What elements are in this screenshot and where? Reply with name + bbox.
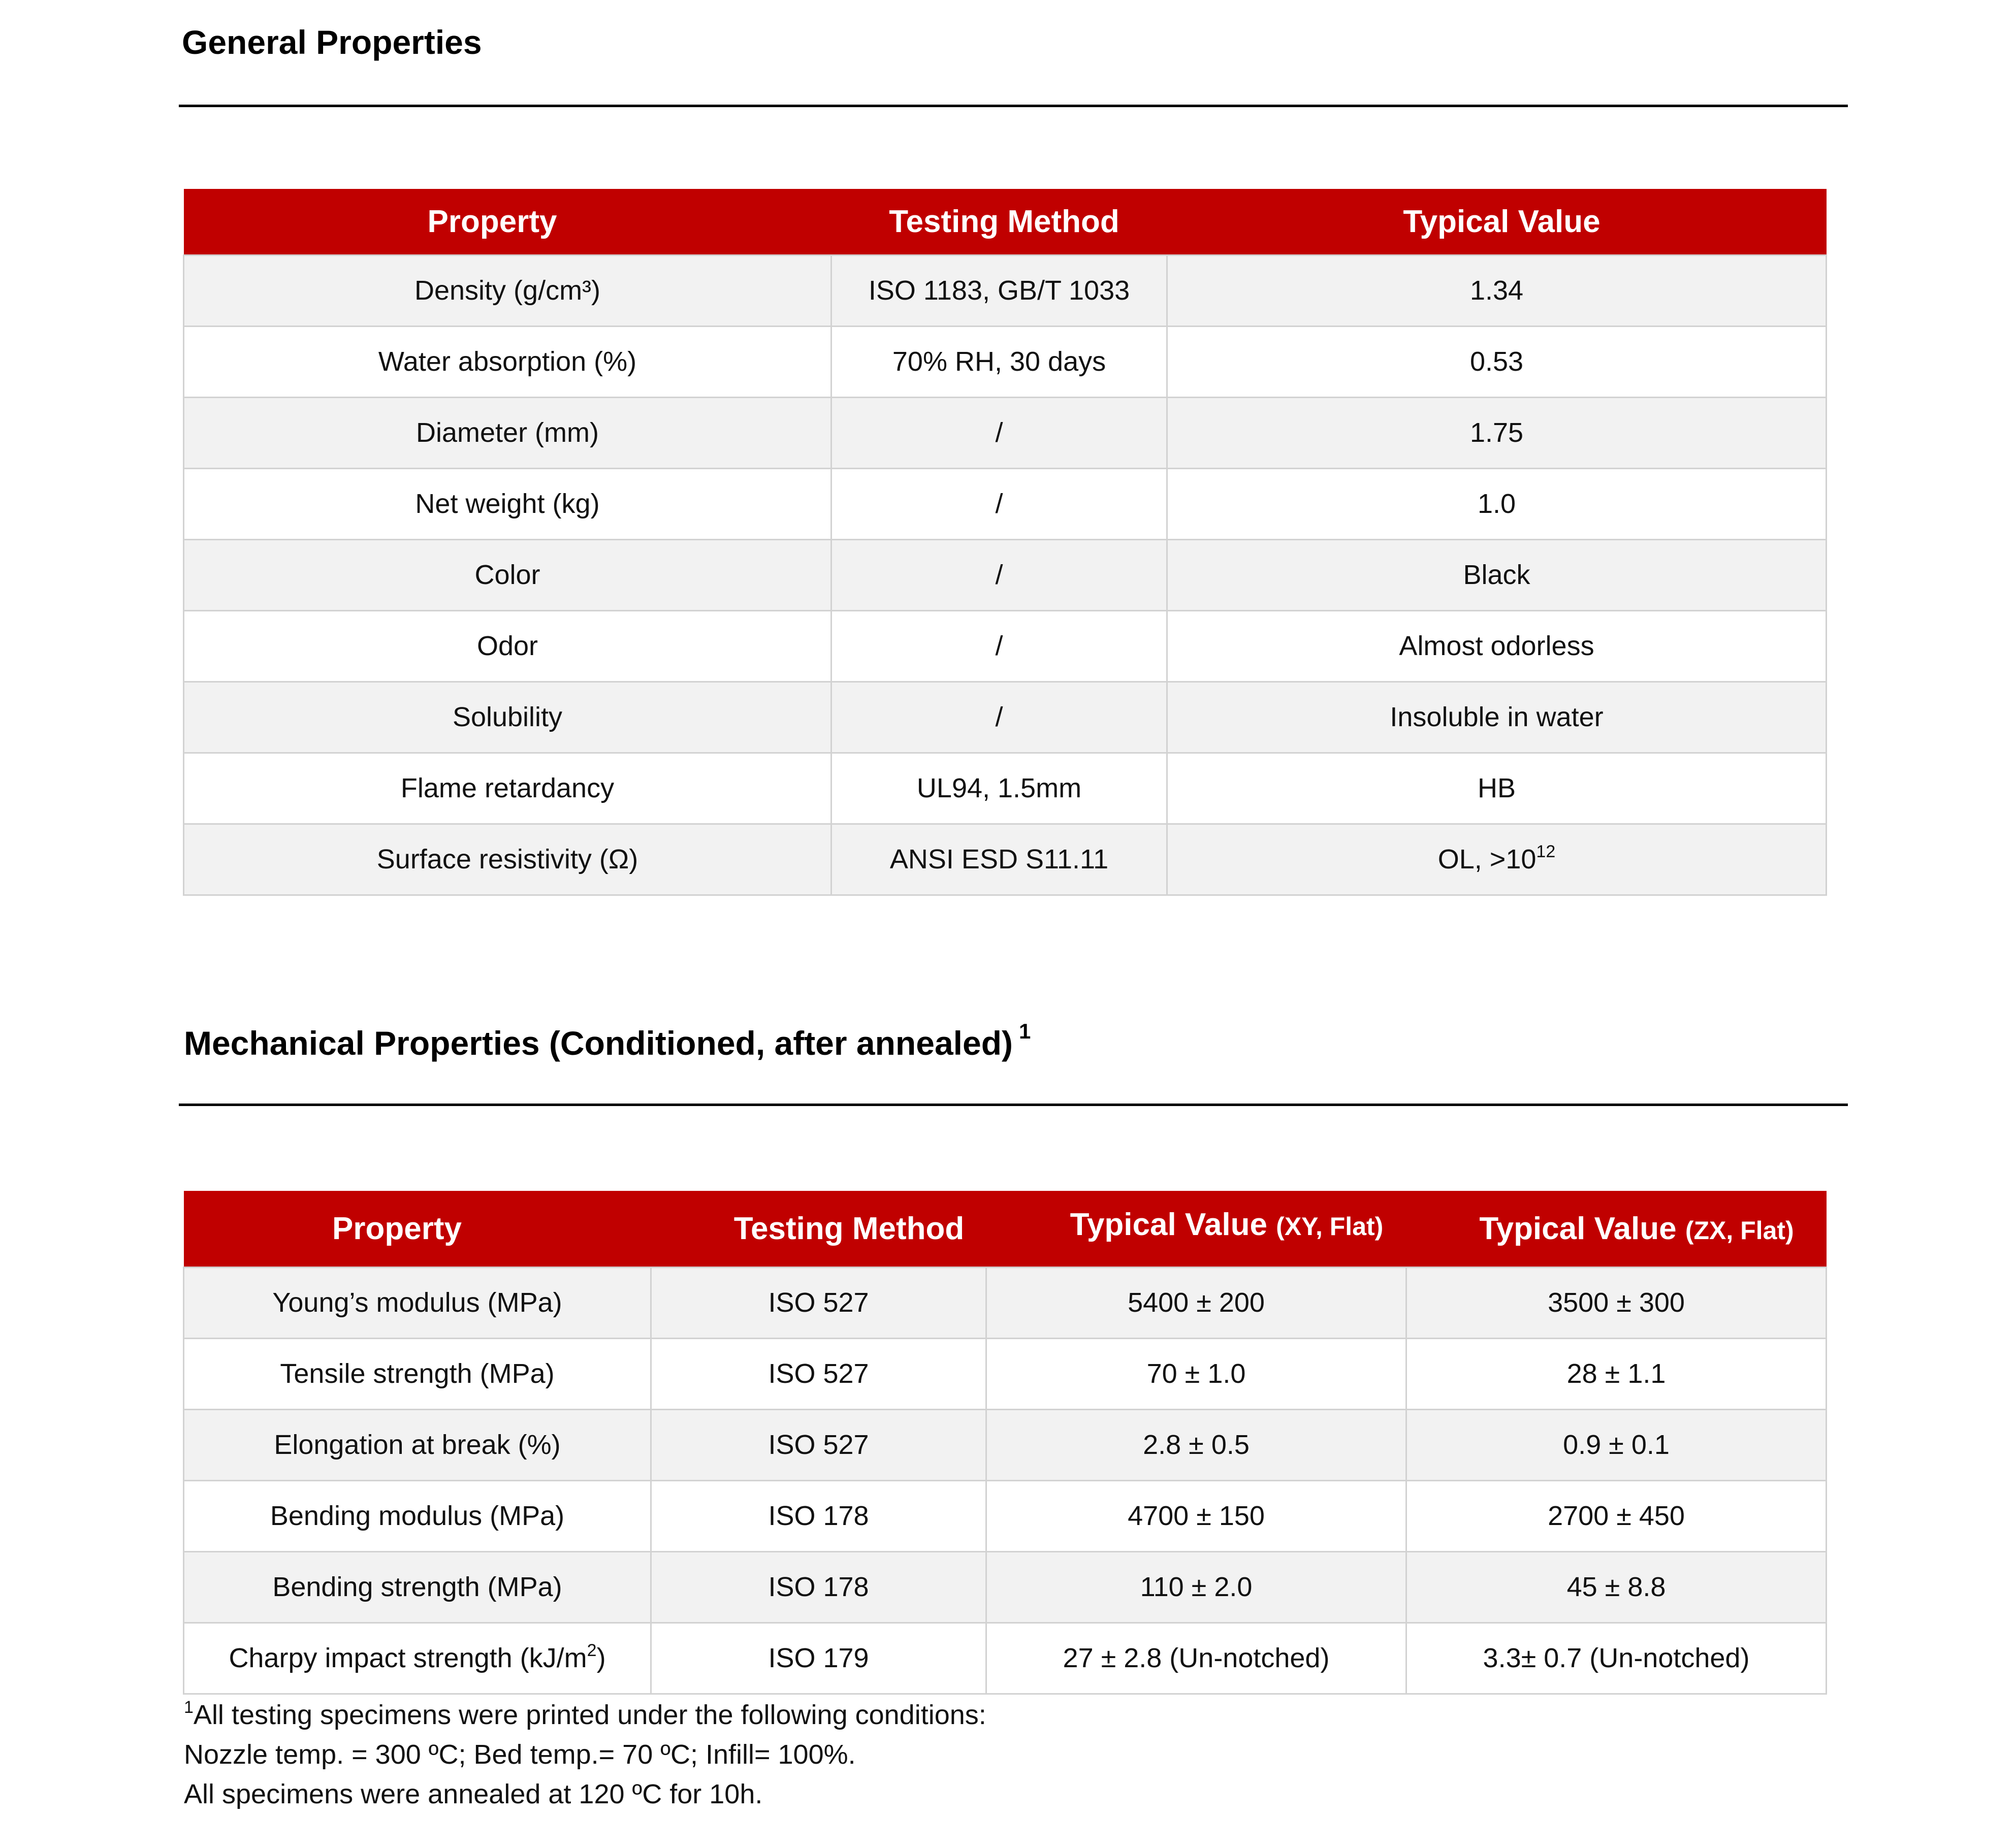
- cell-property: Flame retardancy: [184, 753, 831, 824]
- cell-method: ISO 527: [651, 1267, 986, 1338]
- cell-value-xy: 70 ± 1.0: [986, 1338, 1406, 1409]
- cell-property: Bending modulus (MPa): [184, 1480, 651, 1551]
- cell-property: Elongation at break (%): [184, 1409, 651, 1480]
- table-row: [184, 326, 1827, 397]
- general-header-row: [184, 189, 1827, 255]
- cell-method: ANSI ESD S11.11: [831, 824, 1167, 895]
- cell-value-xy: 5400 ± 200: [986, 1267, 1406, 1338]
- cell-method: /: [831, 610, 1167, 682]
- mechanical-title-footnote-marker: 1: [1019, 1019, 1031, 1043]
- cell-property: Odor: [184, 610, 831, 682]
- header-zx-main: Typical Value: [1479, 1211, 1677, 1246]
- cell-property-close: ): [596, 1643, 606, 1673]
- mechanical-properties-table: [183, 1191, 1827, 1695]
- table-row: [184, 1623, 1827, 1694]
- cell-value-xy: 2.8 ± 0.5: [986, 1409, 1406, 1480]
- cell-property: Density (g/cm³): [184, 255, 831, 326]
- header-testing-method: Testing Method: [651, 1191, 986, 1267]
- header-zx-sub: (ZX, Flat): [1685, 1216, 1794, 1245]
- header-typical-value: Typical Value: [1167, 189, 1827, 255]
- cell-value-zx: 2700 ± 450: [1406, 1480, 1827, 1551]
- cell-value: HB: [1167, 753, 1827, 824]
- cell-value: Black: [1167, 539, 1827, 610]
- mechanical-properties-title: [184, 1021, 1031, 1060]
- cell-method: ISO 179: [651, 1623, 986, 1694]
- table-row: [184, 255, 1827, 326]
- table-row: [184, 753, 1827, 824]
- cell-property: Net weight (kg): [184, 468, 831, 539]
- cell-value: 1.0: [1167, 468, 1827, 539]
- footnote-line-3: All specimens were annealed at 120 ºC for 10h.: [184, 1779, 763, 1809]
- mechanical-title-text: Mechanical Properties (Conditioned, after annealed): [184, 1024, 1013, 1062]
- table-row: [184, 610, 1827, 682]
- cell-property: Solubility: [184, 682, 831, 753]
- table-row: [184, 468, 1827, 539]
- general-properties-table: [183, 189, 1827, 896]
- cell-value-xy: 110 ± 2.0: [986, 1551, 1406, 1623]
- cell-method: /: [831, 682, 1167, 753]
- cell-property-text: Charpy impact strength (kJ/m: [229, 1643, 587, 1673]
- header-xy-sub: (XY, Flat): [1276, 1212, 1384, 1241]
- table-row: [184, 1480, 1827, 1551]
- cell-property: Young’s modulus (MPa): [184, 1267, 651, 1338]
- cell-method: /: [831, 397, 1167, 468]
- table-row: [184, 682, 1827, 753]
- cell-property: Diameter (mm): [184, 397, 831, 468]
- cell-method: /: [831, 539, 1167, 610]
- cell-value: 1.34: [1167, 255, 1827, 326]
- table-row: [184, 1267, 1827, 1338]
- cell-value-zx: 0.9 ± 0.1: [1406, 1409, 1827, 1480]
- cell-property: Bending strength (MPa): [184, 1551, 651, 1623]
- header-xy-main: Typical Value: [1070, 1207, 1267, 1242]
- cell-value-text: OL, >10: [1437, 844, 1537, 874]
- general-properties-title: General Properties: [182, 23, 482, 61]
- cell-value: 1.75: [1167, 397, 1827, 468]
- cell-value: [1167, 824, 1827, 895]
- cell-property: Tensile strength (MPa): [184, 1338, 651, 1409]
- footnote-line-2: Nozzle temp. = 300 ºC; Bed temp.= 70 ºC; Infill= 100%.: [184, 1739, 856, 1770]
- cell-method: ISO 178: [651, 1480, 986, 1551]
- cell-value-zx: 28 ± 1.1: [1406, 1338, 1827, 1409]
- cell-value-zx: 3500 ± 300: [1406, 1267, 1827, 1338]
- cell-method: ISO 527: [651, 1338, 986, 1409]
- cell-value-xy: 27 ± 2.8 (Un-notched): [986, 1623, 1406, 1694]
- header-testing-method: Testing Method: [831, 189, 1167, 255]
- footnote-marker: 1: [184, 1698, 194, 1717]
- cell-value-zx: 45 ± 8.8: [1406, 1551, 1827, 1623]
- cell-property: [184, 1623, 651, 1694]
- cell-value: 0.53: [1167, 326, 1827, 397]
- table-row: [184, 539, 1827, 610]
- cell-property-exponent: 2: [587, 1641, 597, 1660]
- general-title-rule: [179, 105, 1848, 107]
- cell-value-xy: 4700 ± 150: [986, 1480, 1406, 1551]
- table-row: [184, 1409, 1827, 1480]
- header-property: Property: [184, 189, 831, 255]
- cell-property: Water absorption (%): [184, 326, 831, 397]
- header-property: Property: [184, 1191, 651, 1267]
- cell-value: Almost odorless: [1167, 610, 1827, 682]
- cell-property: Color: [184, 539, 831, 610]
- table-row: [184, 824, 1827, 895]
- cell-method: /: [831, 468, 1167, 539]
- mechanical-header-row: [184, 1191, 1827, 1267]
- cell-method: ISO 178: [651, 1551, 986, 1623]
- cell-method: 70% RH, 30 days: [831, 326, 1167, 397]
- cell-value: Insoluble in water: [1167, 682, 1827, 753]
- footnote-line-1: [184, 1695, 986, 1735]
- header-typical-value-xy: [986, 1191, 1406, 1267]
- mechanical-title-rule: [179, 1104, 1848, 1106]
- table-row: [184, 1551, 1827, 1623]
- footnote-line-1-text: All testing specimens were printed under the following conditions:: [193, 1700, 986, 1730]
- cell-method: ISO 527: [651, 1409, 986, 1480]
- header-typical-value-zx: [1406, 1191, 1827, 1267]
- cell-method: UL94, 1.5mm: [831, 753, 1167, 824]
- table-row: [184, 397, 1827, 468]
- cell-value-zx: 3.3± 0.7 (Un-notched): [1406, 1623, 1827, 1694]
- testing-footnote: [184, 1695, 986, 1814]
- cell-value-exponent: 12: [1536, 842, 1556, 861]
- cell-method: ISO 1183, GB/T 1033: [831, 255, 1167, 326]
- cell-property: Surface resistivity (Ω): [184, 824, 831, 895]
- table-row: [184, 1338, 1827, 1409]
